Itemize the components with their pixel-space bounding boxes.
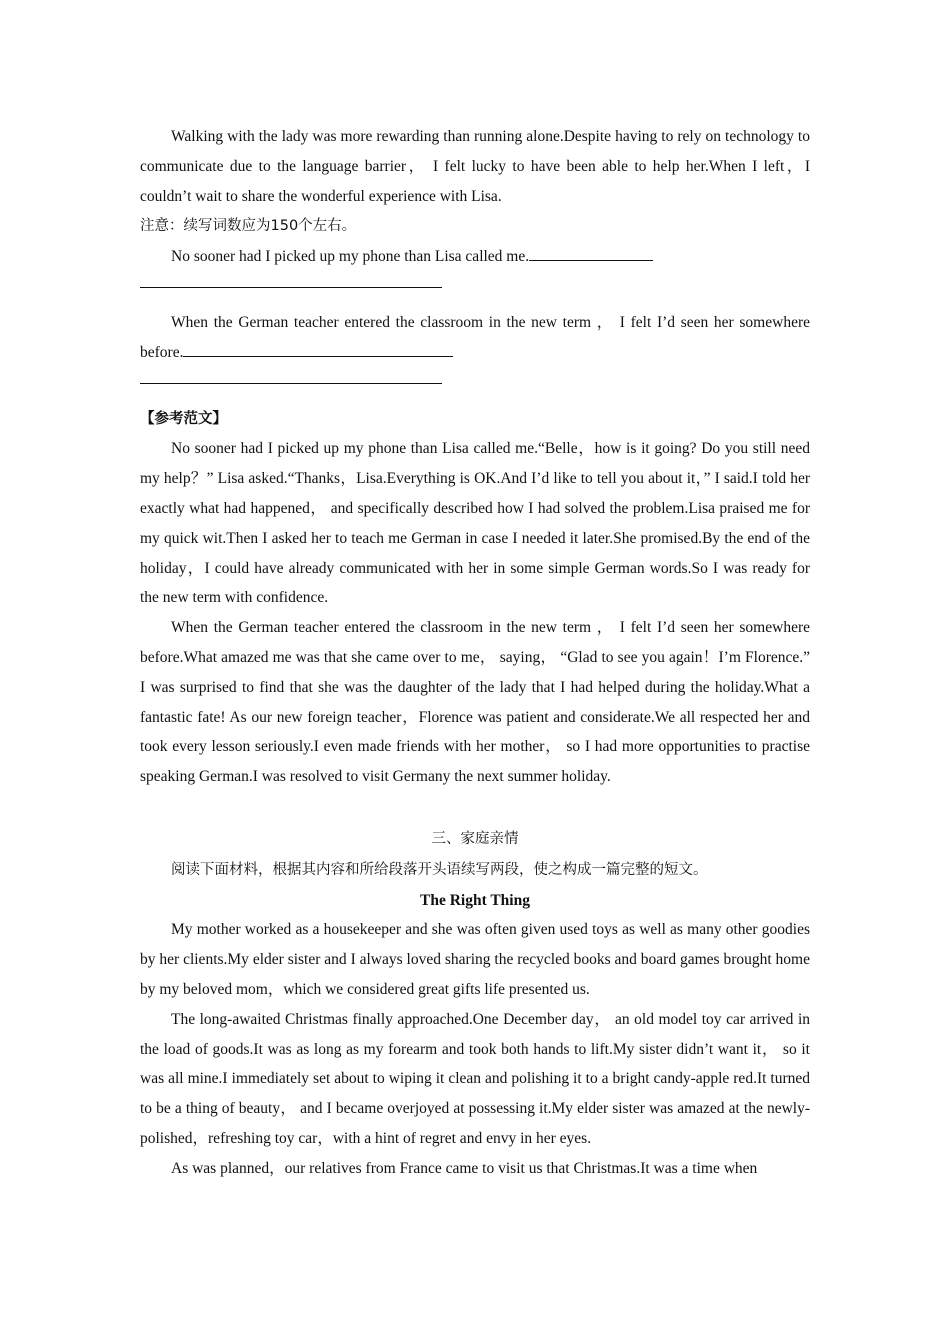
section-heading-text: 三、家庭亲情 xyxy=(431,830,519,847)
sample-paragraph: No sooner had I picked up my phone than Lisa called me.“Belle，how is it going? Do you still need my help？” Lisa asked.“Thanks，Lisa.Everything is OK.And I’d like to tell you about it，” I said.I told her exactly what had happened， and specifically described how I had solved the problem.Lisa praised me for my quick wit.Then I asked her to teach me German in case I needed it later.She promised.By the end of the holiday，I could have already communicated with her in some simple German words.So I was ready for the new term with confidence. xyxy=(140,440,810,607)
section-instruction xyxy=(140,855,810,886)
story-paragraph: Walking with the lady was more rewarding than running alone.Despite having to rely on technology to communicate due to the language barrier， I felt lucky to have been able to help her.When I left，I couldn’t wait to share the wonderful experience with Lisa. xyxy=(140,128,810,205)
prompt-1-text: No sooner had I picked up my phone than Lisa called me. xyxy=(171,248,530,266)
sample-paragraph: When the German teacher entered the classroom in the new term ， I felt I’d seen her somewhere before.What amazed me was that she came over to me， saying， “Glad to see you again！I’m Florence.” I was surprised to find that she was the daughter of the lady that I had helped during the holiday.What a fantastic fate! As our new foreign teacher，Florence was patient and considerate.We all respected her and took every lesson seriously.I even made friends with her mother， so I had more opportunities to practise speaking German.I was resolved to visit Germany the next summer holiday. xyxy=(140,619,810,786)
story-title: The Right Thing xyxy=(420,891,530,909)
sample-essay-heading xyxy=(140,404,810,435)
sample-heading-text: 【参考范文】 xyxy=(140,410,227,427)
answer-blank-line[interactable] xyxy=(140,286,442,288)
story-paragraph: As was planned，our relatives from France came to visit us that Christmas.It was a time when xyxy=(171,1159,758,1177)
answer-blank[interactable] xyxy=(183,340,453,357)
section-heading xyxy=(140,824,810,855)
prompt-2-text: When the German teacher entered the classroom in the new term ， I felt I’d seen her somewhere before. xyxy=(140,313,810,361)
answer-blank[interactable] xyxy=(529,245,653,262)
story-paragraph: My mother worked as a housekeeper and she was often given used toys as well as many other goodies by her clients.My elder sister and I always loved sharing the recycled books and board games brought home by my beloved mom，which we considered great gifts life presented us. xyxy=(140,921,810,998)
instruction-text: 阅读下面材料，根据其内容和所给段落开头语续写两段，使之构成一篇完整的短文。 xyxy=(171,861,708,878)
document-page xyxy=(140,122,810,1184)
continuation-prompt-2 xyxy=(140,308,810,368)
note-text: 注意：续写词数应为150个左右。 xyxy=(140,218,357,235)
answer-blank-line[interactable] xyxy=(140,382,442,384)
story-paragraph: The long-awaited Christmas finally approached.One December day， an old model toy car arrived in the load of goods.It was as long as my forearm and took both hands to lift.My sister didn’t want it， so it was all mine.I immediately set about to wiping it clean and polishing it to a bright candy-apple red.It turned to be a thing of beauty， and I became overjoyed at possessing it.My elder sister was amazed at the newly-polished，refreshing toy car，with a hint of regret and envy in her eyes. xyxy=(140,1010,810,1147)
word-count-note xyxy=(140,211,810,242)
continuation-prompt-1 xyxy=(140,242,810,272)
